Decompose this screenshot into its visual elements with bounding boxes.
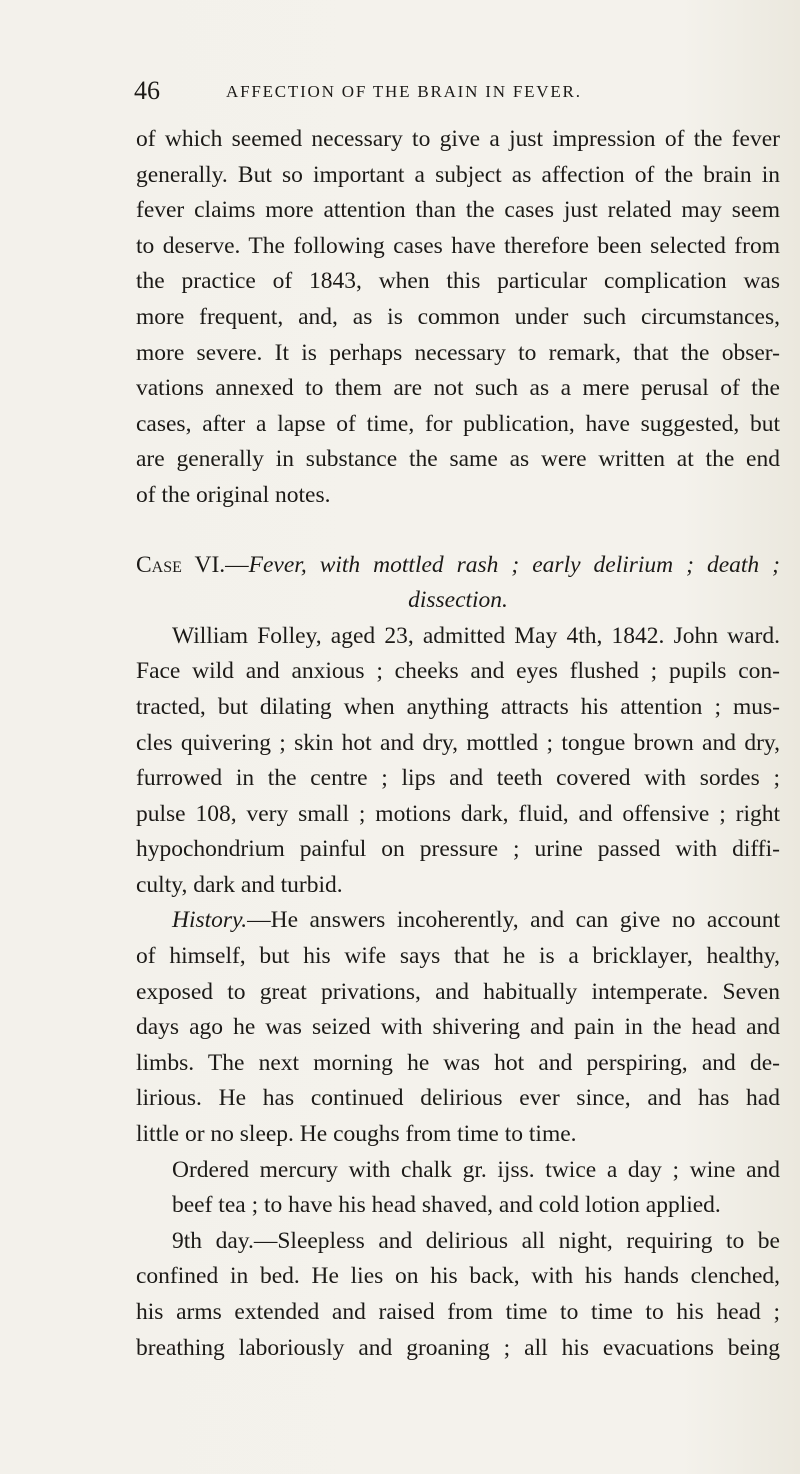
text-line: of himself, but his wife says that he is a bricklayer, healthy,	[136, 943, 780, 970]
case-heading-line	[136, 548, 780, 584]
text-line: to deserve. The following cases have therefore been selected from	[136, 232, 780, 259]
case-heading	[136, 548, 800, 619]
text-line: of the original notes.	[136, 481, 331, 508]
text-line: of which seemed necessary to give a just impression of the fever	[136, 126, 780, 152]
text-line: exposed to great privations, and habitually intemperate. Seven	[136, 978, 780, 1005]
running-title: AFFECTION OF THE BRAIN IN FEVER.	[226, 82, 582, 101]
paragraph-gap	[136, 514, 800, 548]
text-line: Ordered mercury with chalk gr. ijss. twice a day ; wine and	[172, 1156, 780, 1183]
text-line: little or no sleep. He coughs from time to time.	[136, 1121, 577, 1148]
body-text	[136, 122, 800, 1366]
orders-paragraph	[136, 1153, 800, 1224]
text-line: beef tea ; to have his head shaved, and cold lotion applied.	[172, 1192, 721, 1219]
text-line: more severe. It is perhaps necessary to remark, that the obser-	[136, 339, 780, 366]
history-label: History.	[172, 907, 248, 934]
text-line: cles quivering ; skin hot and dry, mottled ; tongue brown and dry,	[136, 729, 780, 756]
ninth-day-paragraph	[136, 1224, 800, 1366]
case-dash: —	[225, 551, 249, 578]
page-number: 46	[134, 76, 160, 105]
page-header	[0, 76, 800, 106]
text-line: vations annexed to them are not such as a mere perusal of the	[136, 375, 780, 402]
text-line: cases, after a lapse of time, for publication, have suggested, but	[136, 410, 780, 437]
text-line: tracted, but dilating when anything attracts his attention ; mus-	[136, 693, 780, 720]
intro-paragraph	[136, 122, 800, 514]
text-line: furrowed in the centre ; lips and teeth covered with sordes ;	[136, 765, 780, 792]
text-line: the practice of 1843, when this particular complication was	[136, 268, 780, 295]
case-title-continued: dissection.	[408, 587, 508, 614]
text-line: culty, dark and turbid.	[136, 871, 343, 898]
text-line: days ago he was seized with shivering and pain in the head and	[136, 1014, 780, 1041]
text-line: hypochondrium painful on pressure ; urine passed with diffi-	[136, 836, 780, 863]
text-line: William Folley, aged 23, admitted May 4th, 1842. John ward.	[172, 622, 780, 649]
text-line: confined in bed. He lies on his back, with his hands clenched,	[136, 1263, 780, 1290]
text-line: lirious. He has continued delirious ever since, and has had	[136, 1085, 780, 1112]
text-line: are generally in substance the same as were written at the end	[136, 446, 780, 473]
text-line: 9th day.—Sleepless and delirious all night, requiring to be	[172, 1227, 780, 1254]
patient-paragraph	[136, 619, 800, 904]
history-first-text: He answers incoherently, and can give no account	[270, 907, 780, 934]
text-line: pulse 108, very small ; motions dark, fluid, and offensive ; right	[136, 800, 780, 827]
history-dash: —	[247, 907, 271, 934]
text-line: breathing laboriously and groaning ; all his evacuations being	[136, 1334, 780, 1361]
text-line: Face wild and anxious ; cheeks and eyes flushed ; pupils con-	[136, 658, 780, 685]
text-line: limbs. The next morning he was hot and perspiring, and de-	[136, 1049, 780, 1076]
text-line: generally. But so important a subject as affection of the brain in	[136, 161, 780, 188]
case-label: Case VI.	[136, 551, 226, 578]
history-first-line	[136, 903, 780, 939]
text-line: fever claims more attention than the cases just related may seem	[136, 197, 780, 224]
case-title: Fever, with mottled rash ; early delirium ; death ;	[248, 551, 780, 578]
text-line: his arms extended and raised from time to time to his head ;	[136, 1299, 780, 1325]
history-paragraph	[136, 903, 800, 1152]
text-line: more frequent, and, as is common under such circumstances,	[136, 303, 780, 330]
